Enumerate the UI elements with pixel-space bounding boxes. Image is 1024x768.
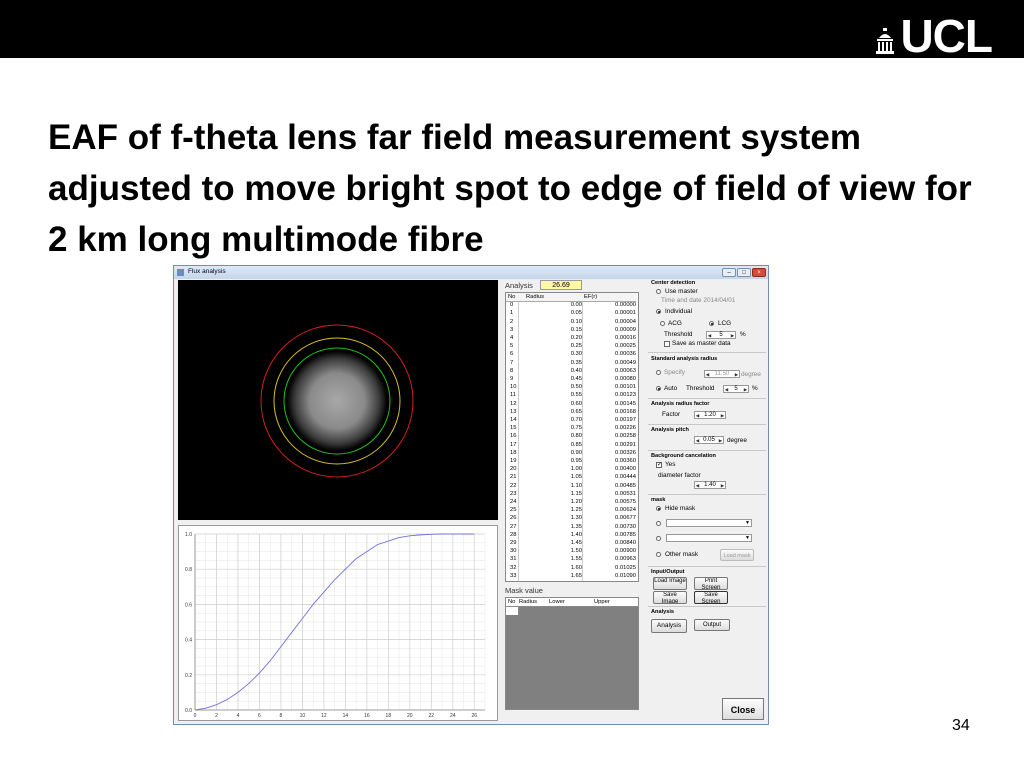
row-ef: 0.00168 <box>615 408 636 415</box>
row-ef: 0.00049 <box>615 359 636 366</box>
mask-combo-2[interactable] <box>666 534 752 542</box>
mask-col-no: No <box>508 599 516 605</box>
row-ef: 0.01025 <box>615 564 636 571</box>
row-ef: 0.00785 <box>615 531 636 538</box>
row-no: 25 <box>510 507 517 514</box>
row-radius: 1.35 <box>570 523 582 530</box>
row-no: 21 <box>510 474 517 481</box>
row-radius: 1.65 <box>570 572 582 579</box>
x-tick-label: 26 <box>471 713 478 719</box>
table-row[interactable] <box>506 309 636 317</box>
x-tick-label: 20 <box>407 713 413 719</box>
table-row[interactable] <box>506 564 636 572</box>
row-no: 31 <box>510 556 517 563</box>
sr-threshold-label: Threshold <box>686 385 715 392</box>
spin-right-icon[interactable]: ▶ <box>743 386 748 392</box>
specify-degree-label: degree <box>741 371 761 378</box>
other-mask-label: Other mask <box>665 551 699 558</box>
row-no: 2 <box>510 318 514 325</box>
y-tick-label: 0.6 <box>185 602 192 609</box>
row-radius: 1.55 <box>570 556 582 563</box>
center-detection-panel <box>648 278 766 353</box>
background-panel <box>648 452 766 495</box>
table-row[interactable] <box>506 424 636 432</box>
row-ef: 0.00016 <box>615 335 636 341</box>
row-ef: 0.00677 <box>615 515 636 522</box>
mask-title: mask <box>651 497 666 503</box>
table-row[interactable] <box>506 498 636 506</box>
row-radius: 1.40 <box>570 531 582 538</box>
row-radius: 0.40 <box>570 367 582 374</box>
hide-mask-label: Hide mask <box>665 505 696 512</box>
row-no: 4 <box>510 335 514 341</box>
row-radius: 0.15 <box>570 326 582 333</box>
pitch-unit-label: degree <box>727 437 747 444</box>
table-row[interactable] <box>506 318 636 326</box>
row-radius: 0.00 <box>570 302 582 309</box>
col-radius: Radius <box>526 294 545 300</box>
analysis-value: 26.69 <box>540 280 582 290</box>
slide-title: EAF of f-theta lens far field measurement system adjusted to move bright spot to edge of field of view for 2 km long multimode fibre <box>48 118 972 259</box>
row-no: 5 <box>510 343 514 350</box>
row-ef: 0.00036 <box>615 351 636 358</box>
sr-threshold-spinner[interactable] <box>723 385 749 393</box>
factor-label: Factor <box>662 411 681 418</box>
table-row[interactable] <box>506 350 636 358</box>
mask-panel <box>648 496 766 567</box>
row-radius: 0.35 <box>570 359 582 366</box>
row-no: 18 <box>510 449 517 456</box>
row-radius: 0.50 <box>570 384 582 391</box>
row-no: 6 <box>510 351 514 358</box>
row-ef: 0.00000 <box>615 302 636 309</box>
center-detection-title: Center detection <box>651 280 696 286</box>
row-ef: 0.00001 <box>615 310 636 317</box>
row-no: 24 <box>510 499 517 505</box>
factor-value: 1.20 <box>704 411 716 418</box>
output-button[interactable]: Output <box>694 619 730 631</box>
table-row[interactable] <box>506 457 636 465</box>
table-row[interactable] <box>506 432 636 440</box>
row-ef: 0.00226 <box>615 425 636 432</box>
chevron-down-icon: ▼ <box>745 535 750 541</box>
row-ef: 0.00123 <box>615 392 636 399</box>
col-no: No <box>508 294 516 300</box>
far-field-image[interactable] <box>178 280 498 520</box>
mask-value-label: Mask value <box>505 586 543 595</box>
mask-option-2-radio[interactable] <box>656 536 661 541</box>
logo-text: UCL <box>900 10 992 62</box>
table-row[interactable] <box>506 400 636 408</box>
ucl-logo <box>876 10 992 62</box>
mask-table-header <box>506 598 638 607</box>
row-radius: 0.10 <box>570 318 582 325</box>
table-row[interactable] <box>506 441 636 449</box>
acg-radio[interactable] <box>660 321 665 326</box>
row-ef: 0.00025 <box>615 343 636 350</box>
row-ef: 0.00485 <box>615 482 636 489</box>
pitch-value: 0.05 <box>703 436 715 443</box>
acg-label: ACG <box>668 320 682 327</box>
mask-col-upper: Upper <box>594 599 610 605</box>
row-ef: 0.00730 <box>615 523 636 530</box>
row-no: 22 <box>510 482 517 489</box>
window-close-button[interactable]: × <box>752 268 766 277</box>
row-no: 8 <box>510 367 514 374</box>
table-row[interactable] <box>506 301 636 309</box>
table-row[interactable] <box>506 465 636 473</box>
row-radius: 0.05 <box>570 310 582 317</box>
x-tick-label: 6 <box>258 713 261 719</box>
row-no: 17 <box>510 441 517 448</box>
spin-left-icon[interactable]: ◀ <box>705 371 710 377</box>
diameter-factor-label: diameter factor <box>658 472 701 479</box>
table-row[interactable] <box>506 572 636 580</box>
table-row[interactable] <box>506 359 636 367</box>
table-row[interactable] <box>506 531 636 539</box>
row-no: 20 <box>510 466 517 473</box>
col-ef: EF(r) <box>584 294 598 300</box>
cd-percent-label: % <box>740 331 746 338</box>
row-no: 30 <box>510 548 517 555</box>
x-tick-label: 8 <box>279 713 283 719</box>
other-mask-radio[interactable] <box>656 552 661 557</box>
diameter-value: 1.40 <box>704 481 716 488</box>
row-ef: 0.00145 <box>615 400 636 407</box>
x-tick-label: 18 <box>385 713 392 719</box>
auto-label: Auto <box>664 385 678 392</box>
row-radius: 0.75 <box>570 425 582 432</box>
pitch-spinner[interactable] <box>694 436 724 444</box>
row-no: 13 <box>510 408 517 415</box>
spin-left-icon[interactable]: ◀ <box>724 386 729 392</box>
portico-icon <box>876 28 894 54</box>
bright-spot <box>287 351 387 451</box>
x-tick-label: 10 <box>299 713 306 719</box>
far-field-svg <box>178 280 498 520</box>
spin-left-icon[interactable]: ◀ <box>707 332 712 338</box>
row-radius: 0.90 <box>570 449 582 456</box>
row-no: 32 <box>510 564 517 571</box>
analysis-panel <box>648 608 766 636</box>
row-radius: 0.95 <box>570 458 582 464</box>
row-no: 12 <box>510 400 517 407</box>
cd-threshold-label: Threshold <box>664 331 693 338</box>
spin-right-icon[interactable]: ▶ <box>718 437 723 443</box>
row-ef: 0.01090 <box>615 572 636 579</box>
save-master-checkbox[interactable] <box>664 341 670 347</box>
table-row[interactable] <box>506 490 636 498</box>
spin-right-icon[interactable]: ▶ <box>720 482 725 488</box>
table-row[interactable] <box>506 482 636 490</box>
table-row[interactable] <box>506 416 636 424</box>
spin-right-icon[interactable]: ▶ <box>734 371 739 377</box>
row-ef: 0.00444 <box>615 474 636 481</box>
table-row[interactable] <box>506 326 636 334</box>
lcg-label: LCG <box>718 320 732 327</box>
row-radius: 0.70 <box>570 417 582 423</box>
table-row[interactable] <box>506 506 636 514</box>
row-no: 23 <box>510 490 517 497</box>
ef-table[interactable] <box>505 292 639 582</box>
row-no: 16 <box>510 433 517 440</box>
row-no: 26 <box>510 515 517 522</box>
row-radius: 1.05 <box>570 474 582 481</box>
diameter-spinner[interactable] <box>694 481 726 489</box>
time-date-label: Time and date 2014/04/01 <box>661 297 736 304</box>
cd-threshold-value: 5 <box>719 331 723 338</box>
window-title: Flux analysis <box>188 268 226 275</box>
row-no: 7 <box>510 359 514 366</box>
analysis-section-title: Analysis <box>651 609 675 615</box>
row-radius: 1.10 <box>570 482 582 489</box>
ef-chart <box>178 525 498 721</box>
standard-radius-panel <box>648 354 766 399</box>
mask-col-lower: Lower <box>549 599 565 605</box>
row-ef: 0.00258 <box>615 433 636 440</box>
row-radius: 0.25 <box>570 343 582 350</box>
app-icon <box>177 269 184 276</box>
row-ef: 0.00291 <box>615 441 636 448</box>
table-row[interactable] <box>506 449 636 457</box>
row-radius: 1.45 <box>570 540 582 546</box>
mask-option-1-radio[interactable] <box>656 521 661 526</box>
row-no: 29 <box>510 540 517 546</box>
row-no: 0 <box>510 302 514 309</box>
factor-spinner[interactable] <box>694 411 726 419</box>
spin-left-icon[interactable]: ◀ <box>695 412 700 418</box>
io-title: Input/Output <box>651 569 685 575</box>
save-master-label: Save as master data <box>672 340 731 347</box>
row-ef: 0.00009 <box>615 326 636 333</box>
close-button[interactable]: Close <box>722 698 764 720</box>
row-no: 10 <box>510 384 517 391</box>
analysis-label: Analysis <box>505 281 533 290</box>
load-image-button[interactable]: Load Image <box>653 577 687 590</box>
specify-label: Specify <box>664 369 685 376</box>
save-image-button[interactable]: Save Image <box>653 591 687 604</box>
x-tick-label: 24 <box>449 713 456 719</box>
table-row[interactable] <box>506 547 636 555</box>
row-ef: 0.00963 <box>615 556 636 563</box>
row-radius: 0.30 <box>570 351 582 358</box>
row-radius: 0.65 <box>570 408 582 415</box>
row-ef: 0.00101 <box>615 384 636 391</box>
mask-combo-1[interactable] <box>666 519 752 527</box>
row-ef: 0.00840 <box>615 540 636 546</box>
load-mask-button[interactable]: Load mask <box>720 549 754 561</box>
individual-radio[interactable] <box>656 309 661 314</box>
flux-analysis-window <box>173 265 769 725</box>
x-tick-label: 4 <box>236 713 240 719</box>
row-ef: 0.00531 <box>615 490 636 497</box>
table-row[interactable] <box>506 367 636 375</box>
spin-right-icon[interactable]: ▶ <box>730 332 735 338</box>
table-row[interactable] <box>506 383 636 391</box>
mask-row-blank <box>506 607 519 615</box>
row-ef: 0.00400 <box>615 466 636 473</box>
individual-label: Individual <box>665 308 693 315</box>
row-ef: 0.00063 <box>615 367 636 374</box>
mask-col-radius: Radius <box>519 599 538 605</box>
standard-radius-title: Standard analysis radius <box>651 356 718 362</box>
chevron-down-icon: ▼ <box>745 520 750 526</box>
table-row[interactable] <box>506 555 636 563</box>
slide-number: 34 <box>952 717 970 734</box>
radius-factor-panel <box>648 400 766 425</box>
row-radius: 0.45 <box>570 376 582 382</box>
analysis-button[interactable]: Analysis <box>651 619 687 633</box>
spin-right-icon[interactable]: ▶ <box>720 412 725 418</box>
row-no: 14 <box>510 417 517 423</box>
y-tick-label: 0.8 <box>185 567 192 574</box>
maximize-button[interactable]: □ <box>737 268 751 277</box>
row-ef: 0.00197 <box>615 417 636 423</box>
row-no: 33 <box>510 572 517 579</box>
table-row[interactable] <box>506 375 636 383</box>
row-no: 9 <box>510 376 514 382</box>
row-radius: 0.60 <box>570 400 582 407</box>
y-tick-label: 1.0 <box>185 532 192 538</box>
y-tick-label: 0.2 <box>185 672 192 679</box>
pitch-title: Analysis pitch <box>651 427 689 433</box>
io-panel <box>648 568 766 607</box>
print-screen-button[interactable]: Print Screen <box>694 577 728 590</box>
table-row[interactable] <box>506 473 636 481</box>
header-bar <box>0 0 1024 62</box>
save-screen-button[interactable]: Save Screen <box>694 591 728 604</box>
row-radius: 1.25 <box>570 507 582 514</box>
row-ef: 0.00004 <box>615 318 636 325</box>
specify-spinner[interactable] <box>704 370 740 378</box>
sr-threshold-value: 5 <box>734 385 738 392</box>
auto-radio[interactable] <box>656 386 661 391</box>
x-tick-label: 12 <box>321 713 327 719</box>
row-ef: 0.00575 <box>615 499 636 505</box>
row-no: 11 <box>510 392 517 399</box>
sr-percent-label: % <box>752 385 758 392</box>
specify-radio[interactable] <box>656 370 661 375</box>
cd-threshold-spinner[interactable] <box>706 331 736 339</box>
row-no: 28 <box>510 531 517 538</box>
row-radius: 0.55 <box>570 392 582 399</box>
hide-mask-radio[interactable] <box>656 506 661 511</box>
row-no: 15 <box>510 425 517 432</box>
row-no: 27 <box>510 523 517 530</box>
lcg-radio[interactable] <box>709 321 714 326</box>
specify-value: 11.50 <box>714 370 730 377</box>
table-row[interactable] <box>506 342 636 350</box>
table-row[interactable] <box>506 539 636 547</box>
row-radius: 0.20 <box>570 335 582 341</box>
table-row[interactable] <box>506 514 636 522</box>
row-no: 3 <box>510 326 514 333</box>
background-yes-label: Yes <box>665 461 676 468</box>
row-radius: 1.30 <box>570 515 582 522</box>
table-row[interactable] <box>506 391 636 399</box>
table-row[interactable] <box>506 523 636 531</box>
row-radius: 1.00 <box>570 466 582 473</box>
mask-value-table[interactable] <box>505 597 639 710</box>
table-row[interactable] <box>506 334 636 342</box>
row-radius: 1.50 <box>570 548 582 555</box>
y-tick-label: 0.0 <box>185 708 192 714</box>
row-no: 19 <box>510 458 517 464</box>
row-ef: 0.00624 <box>615 507 636 514</box>
x-tick-label: 22 <box>428 713 435 719</box>
x-tick-label: 14 <box>342 713 349 719</box>
background-yes-checkbox[interactable]: ✓ <box>657 462 663 468</box>
row-radius: 0.85 <box>570 441 582 448</box>
radius-factor-title: Analysis radius factor <box>651 401 710 407</box>
spin-left-icon[interactable]: ◀ <box>695 482 700 488</box>
row-no: 1 <box>510 310 514 317</box>
row-radius: 1.60 <box>570 564 582 571</box>
row-radius: 0.80 <box>570 433 582 440</box>
table-row[interactable] <box>506 408 636 416</box>
use-master-radio[interactable] <box>656 289 661 294</box>
row-ef: 0.00900 <box>615 548 636 555</box>
y-tick-label: 0.4 <box>185 637 192 644</box>
spin-left-icon[interactable]: ◀ <box>695 437 700 443</box>
ef-chart-svg <box>179 526 497 720</box>
row-ef: 0.00326 <box>615 449 636 456</box>
row-ef: 0.00080 <box>615 376 636 382</box>
row-radius: 1.20 <box>570 499 582 505</box>
background-title: Background cancelation <box>651 453 716 459</box>
x-tick-label: 2 <box>215 713 218 719</box>
x-tick-label: 0 <box>193 713 197 719</box>
x-tick-label: 16 <box>364 713 370 719</box>
row-radius: 1.15 <box>570 490 582 497</box>
use-master-label: Use master <box>665 288 698 295</box>
pitch-panel <box>648 426 766 451</box>
minimize-button[interactable]: – <box>722 268 736 277</box>
row-ef: 0.00360 <box>615 458 636 464</box>
